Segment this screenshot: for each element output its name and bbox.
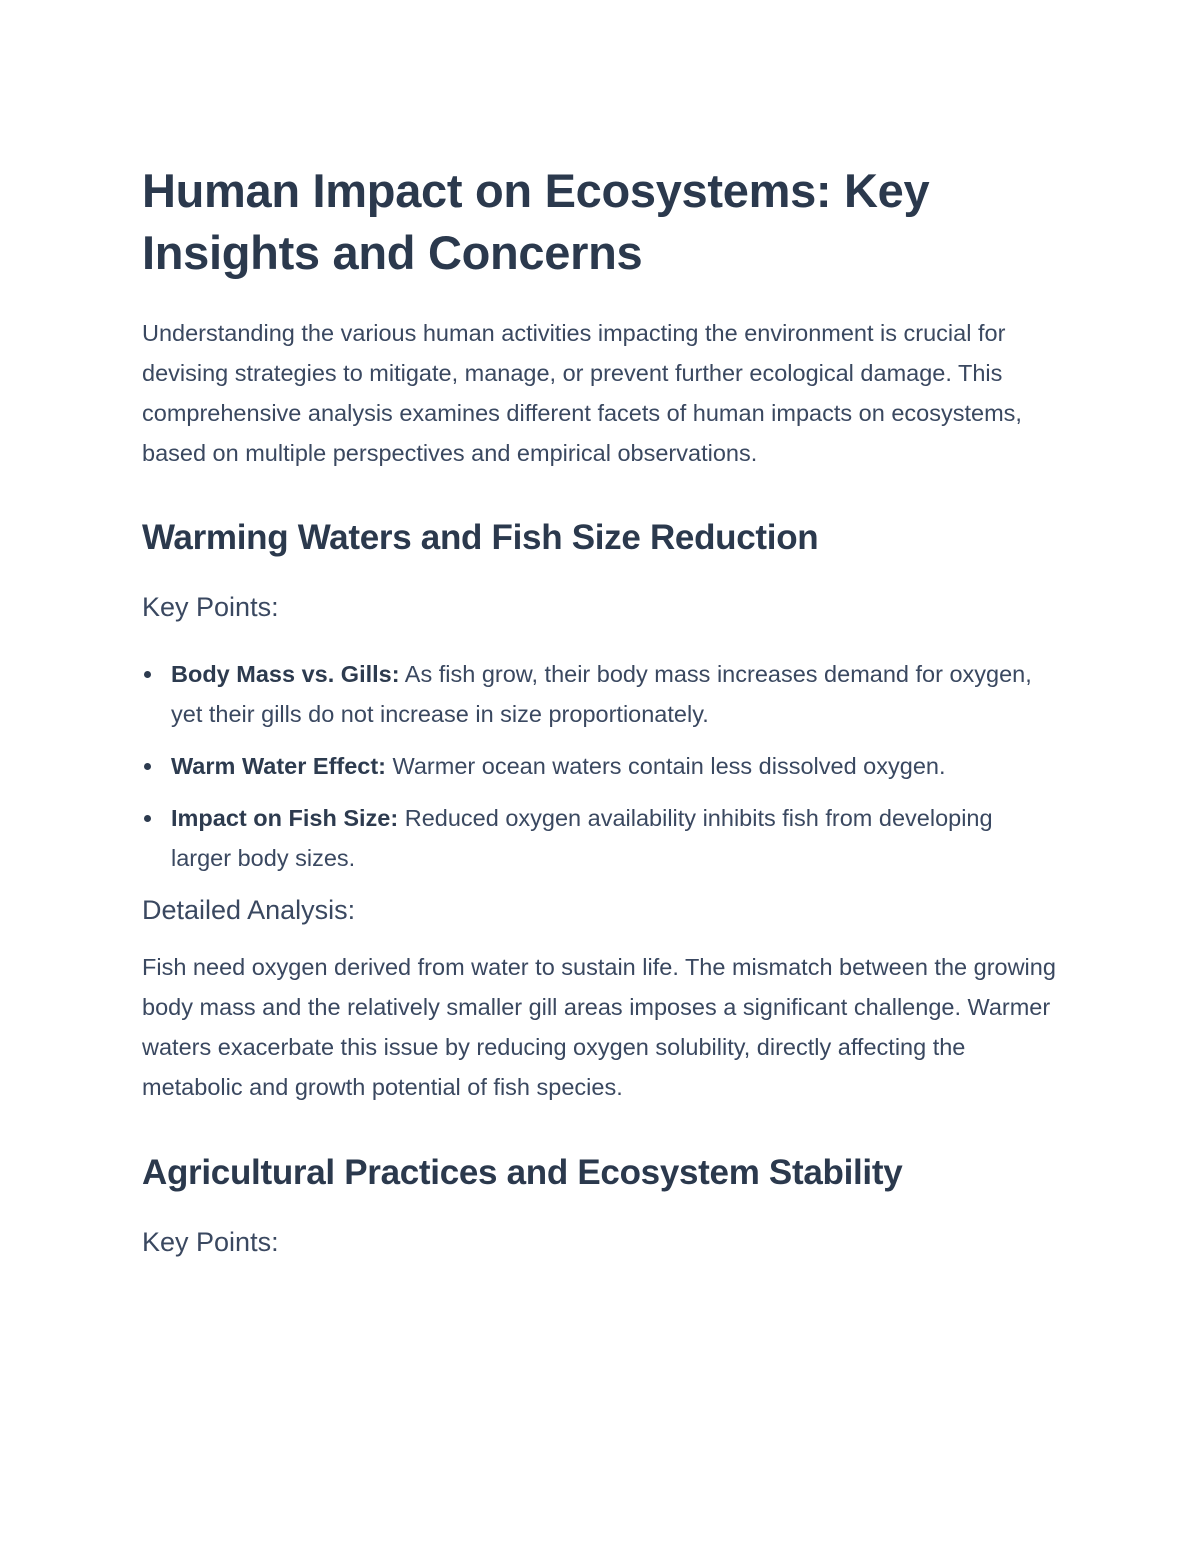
section-heading-warming-waters: Warming Waters and Fish Size Reduction [142, 518, 819, 557]
bullet-icon [144, 763, 151, 770]
intro-paragraph: Understanding the various human activities impacting the environment is crucial for devising strategies to mitigate, manage, or prevent further ecological damage. This comprehensive analysis examines different facets of human impacts on ecosystems, based on multiple perspectives and empirical observations. [142, 320, 1022, 466]
list-item [142, 798, 1057, 878]
document-title: Human Impact on Ecosystems: Key Insights and Concerns [142, 164, 930, 279]
bullet-icon [144, 815, 151, 822]
point-label: Body Mass vs. Gills: [171, 661, 400, 687]
point-text: As fish grow, their body mass increases demand for oxygen, yet their gills do not increase in size proportionately. [171, 661, 1032, 727]
list-item [142, 654, 1057, 734]
section-heading-agricultural-practices: Agricultural Practices and Ecosystem Stability [142, 1153, 903, 1192]
point-label: Warm Water Effect: [171, 753, 387, 779]
list-item [142, 746, 1057, 786]
point-label: Impact on Fish Size: [171, 805, 399, 831]
detailed-analysis-label: Detailed Analysis: [142, 895, 356, 925]
key-points-label: Key Points: [142, 1227, 279, 1257]
analysis-paragraph: Fish need oxygen derived from water to sustain life. The mismatch between the growing body mass and the relatively smaller gill areas imposes a significant challenge. Warmer waters exacerbate this issue by reducing oxygen solubility, directly affecting the metabolic and growth potential of fish species. [142, 954, 1056, 1100]
key-points-label: Key Points: [142, 592, 279, 622]
point-text: Reduced oxygen availability inhibits fish from developing larger body sizes. [171, 805, 993, 871]
point-text: Warmer ocean waters contain less dissolved oxygen. [386, 753, 946, 779]
bullet-icon [144, 671, 151, 678]
document-page [142, 160, 1057, 1262]
key-points-list [142, 654, 1057, 878]
